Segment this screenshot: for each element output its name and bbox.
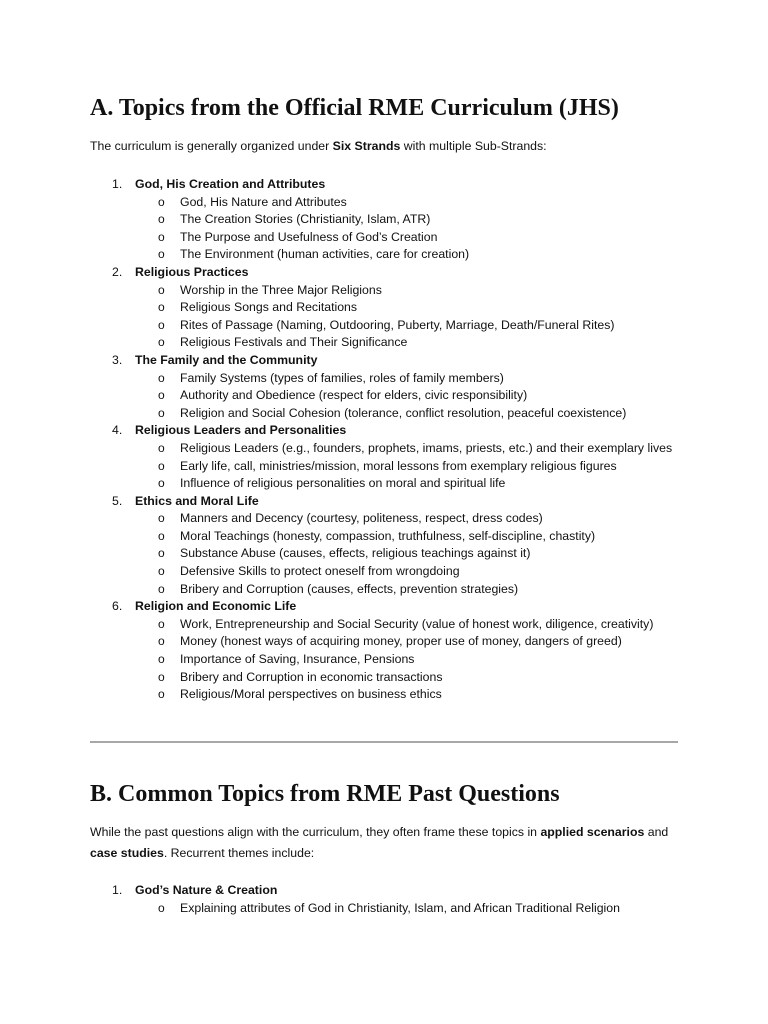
sub-strand-item bbox=[90, 545, 690, 563]
sub-strand-item bbox=[90, 194, 690, 212]
intro-bold: Six Strands bbox=[332, 139, 401, 153]
intro-text: The curriculum is generally organized under bbox=[90, 139, 333, 153]
sub-strand-text: Rites of Passage (Naming, Outdooring, Puberty, Marriage, Death/Funeral Rites) bbox=[180, 317, 615, 332]
sub-strand-text: Religious/Moral perspectives on business ethics bbox=[180, 687, 442, 702]
sub-strand-item bbox=[90, 405, 690, 423]
bullet-icon: o bbox=[158, 282, 165, 297]
sub-strand-item bbox=[90, 616, 690, 634]
sub-strand-item bbox=[90, 246, 690, 264]
strand-title: Ethics and Moral Life bbox=[135, 493, 259, 508]
bullet-icon: o bbox=[158, 229, 165, 244]
sub-strand-text: Work, Entrepreneurship and Social Security (value of honest work, diligence, creativity) bbox=[180, 616, 654, 631]
intro-text-end: . Recurrent themes include: bbox=[163, 846, 315, 860]
strand-item bbox=[90, 422, 690, 492]
sub-strand-item bbox=[90, 440, 690, 458]
strand-title: Religion and Economic Life bbox=[135, 599, 297, 614]
strand-item bbox=[90, 176, 690, 264]
strand-number: 2. bbox=[112, 264, 123, 279]
sub-strand-text: Importance of Saving, Insurance, Pensions bbox=[180, 652, 415, 667]
sub-strand-list bbox=[90, 616, 690, 704]
sub-strand-item bbox=[90, 282, 690, 300]
sub-strand-text: Religious Songs and Recitations bbox=[180, 300, 358, 315]
sub-strand-text: Moral Teachings (honesty, compassion, truthfulness, self-discipline, chastity) bbox=[180, 528, 596, 543]
bullet-icon: o bbox=[158, 300, 165, 315]
sub-strand-item bbox=[90, 581, 690, 599]
sub-strand-item bbox=[90, 686, 690, 704]
bullet-icon: o bbox=[158, 669, 165, 684]
strand-item bbox=[90, 882, 690, 917]
sub-strand-text: Religious Festivals and Their Significance bbox=[180, 335, 408, 350]
bullet-icon: o bbox=[158, 581, 165, 596]
sub-strand-text: Family Systems (types of families, roles of family members) bbox=[180, 370, 504, 385]
strand-title: God’s Nature & Creation bbox=[135, 883, 278, 897]
sub-strand-text: Authority and Obedience (respect for elders, civic responsibility) bbox=[180, 388, 528, 403]
strand-number: 1. bbox=[112, 883, 123, 897]
sub-strand-text: Explaining attributes of God in Christianity, Islam, and African Traditional Religion bbox=[180, 900, 620, 915]
strand-item bbox=[90, 264, 690, 352]
sub-strand-item bbox=[90, 229, 690, 247]
bullet-icon: o bbox=[158, 476, 165, 491]
intro-text: While the past questions align with the curriculum, they often frame these topics in bbox=[90, 825, 541, 839]
strand-number: 3. bbox=[112, 352, 123, 367]
strand-title: Religious Practices bbox=[135, 264, 249, 279]
strand-title: Religious Leaders and Personalities bbox=[135, 423, 347, 438]
sub-strand-item bbox=[90, 900, 690, 918]
strand-item bbox=[90, 352, 690, 422]
bullet-icon: o bbox=[158, 687, 165, 702]
sub-strand-text: Influence of religious personalities on moral and spiritual life bbox=[180, 476, 506, 491]
section-a-strand-list bbox=[90, 176, 690, 704]
sub-strand-text: Religious Leaders (e.g., founders, prophets, imams, priests, etc.) and their exemplary lives bbox=[180, 440, 673, 455]
intro-bold: applied scenarios bbox=[540, 825, 645, 839]
section-a-intro bbox=[90, 136, 680, 157]
sub-strand-item bbox=[90, 563, 690, 581]
sub-strand-text: Bribery and Corruption (causes, effects, prevention strategies) bbox=[180, 581, 519, 596]
strand-heading bbox=[90, 598, 690, 616]
sub-strand-text: Early life, call, ministries/mission, moral lessons from exemplary religious figures bbox=[180, 458, 617, 473]
bullet-icon: o bbox=[158, 616, 165, 631]
sub-strand-list bbox=[90, 900, 690, 918]
sub-strand-item bbox=[90, 317, 690, 335]
bullet-icon: o bbox=[158, 317, 165, 332]
sub-strand-item bbox=[90, 299, 690, 317]
bullet-icon: o bbox=[158, 370, 165, 385]
strand-number: 1. bbox=[112, 177, 123, 191]
sub-strand-item bbox=[90, 211, 690, 229]
bullet-icon: o bbox=[158, 511, 165, 526]
sub-strand-text: The Creation Stories (Christianity, Islam, ATR) bbox=[180, 212, 431, 227]
bullet-icon: o bbox=[158, 634, 165, 649]
sub-strand-item bbox=[90, 458, 690, 476]
bullet-icon: o bbox=[158, 440, 165, 455]
strand-item bbox=[90, 598, 690, 704]
sub-strand-text: Defensive Skills to protect oneself from wrongdoing bbox=[180, 564, 460, 579]
sub-strand-text: Bribery and Corruption in economic transactions bbox=[180, 669, 443, 684]
strand-heading bbox=[90, 264, 690, 282]
bullet-icon: o bbox=[158, 652, 165, 667]
intro-text-end: with multiple Sub-Strands: bbox=[400, 139, 547, 153]
sub-strand-item bbox=[90, 528, 690, 546]
sub-strand-item bbox=[90, 633, 690, 651]
bullet-icon: o bbox=[158, 212, 165, 227]
sub-strand-list bbox=[90, 282, 690, 352]
bullet-icon: o bbox=[158, 546, 165, 561]
sub-strand-list bbox=[90, 510, 690, 598]
section-b-intro bbox=[90, 822, 680, 864]
strand-heading bbox=[90, 422, 690, 440]
strand-title: God, His Creation and Attributes bbox=[135, 177, 326, 191]
strand-heading bbox=[90, 882, 690, 900]
sub-strand-item bbox=[90, 334, 690, 352]
strand-heading bbox=[90, 352, 690, 370]
sub-strand-text: Worship in the Three Major Religions bbox=[180, 282, 382, 297]
sub-strand-item bbox=[90, 669, 690, 687]
bullet-icon: o bbox=[158, 458, 165, 473]
sub-strand-item bbox=[90, 475, 690, 493]
sub-strand-item bbox=[90, 510, 690, 528]
strand-number: 4. bbox=[112, 423, 123, 438]
sub-strand-list bbox=[90, 370, 690, 423]
strand-number: 5. bbox=[112, 493, 123, 508]
section-b-strand-list bbox=[90, 882, 690, 917]
bullet-icon: o bbox=[158, 194, 165, 209]
bullet-icon: o bbox=[158, 564, 165, 579]
sub-strand-text: God, His Nature and Attributes bbox=[180, 194, 347, 209]
bullet-icon: o bbox=[158, 528, 165, 543]
intro-text: and bbox=[644, 825, 669, 839]
strand-heading bbox=[90, 176, 690, 194]
sub-strand-text: The Purpose and Usefulness of God’s Creation bbox=[180, 229, 438, 244]
strand-number: 6. bbox=[112, 599, 123, 614]
strand-item bbox=[90, 493, 690, 599]
strand-title: The Family and the Community bbox=[135, 352, 318, 367]
sub-strand-item bbox=[90, 387, 690, 405]
sub-strand-item bbox=[90, 370, 690, 388]
sub-strand-list bbox=[90, 440, 690, 493]
bullet-icon: o bbox=[158, 388, 165, 403]
horizontal-divider bbox=[90, 741, 678, 743]
section-a-title: A. Topics from the Official RME Curriculum (JHS) bbox=[90, 95, 619, 121]
bullet-icon: o bbox=[158, 335, 165, 350]
sub-strand-text: The Environment (human activities, care for creation) bbox=[180, 247, 470, 262]
intro-bold: case studies bbox=[90, 846, 164, 860]
sub-strand-text: Substance Abuse (causes, effects, religious teachings against it) bbox=[180, 546, 531, 561]
section-b-title: B. Common Topics from RME Past Questions bbox=[90, 781, 560, 807]
sub-strand-text: Manners and Decency (courtesy, politeness, respect, dress codes) bbox=[180, 511, 543, 526]
sub-strand-text: Religion and Social Cohesion (tolerance, conflict resolution, peaceful coexistence) bbox=[180, 405, 627, 420]
bullet-icon: o bbox=[158, 405, 165, 420]
bullet-icon: o bbox=[158, 247, 165, 262]
sub-strand-text: Money (honest ways of acquiring money, proper use of money, dangers of greed) bbox=[180, 634, 622, 649]
sub-strand-list bbox=[90, 194, 690, 264]
sub-strand-item bbox=[90, 651, 690, 669]
bullet-icon: o bbox=[158, 900, 165, 915]
strand-heading bbox=[90, 493, 690, 511]
